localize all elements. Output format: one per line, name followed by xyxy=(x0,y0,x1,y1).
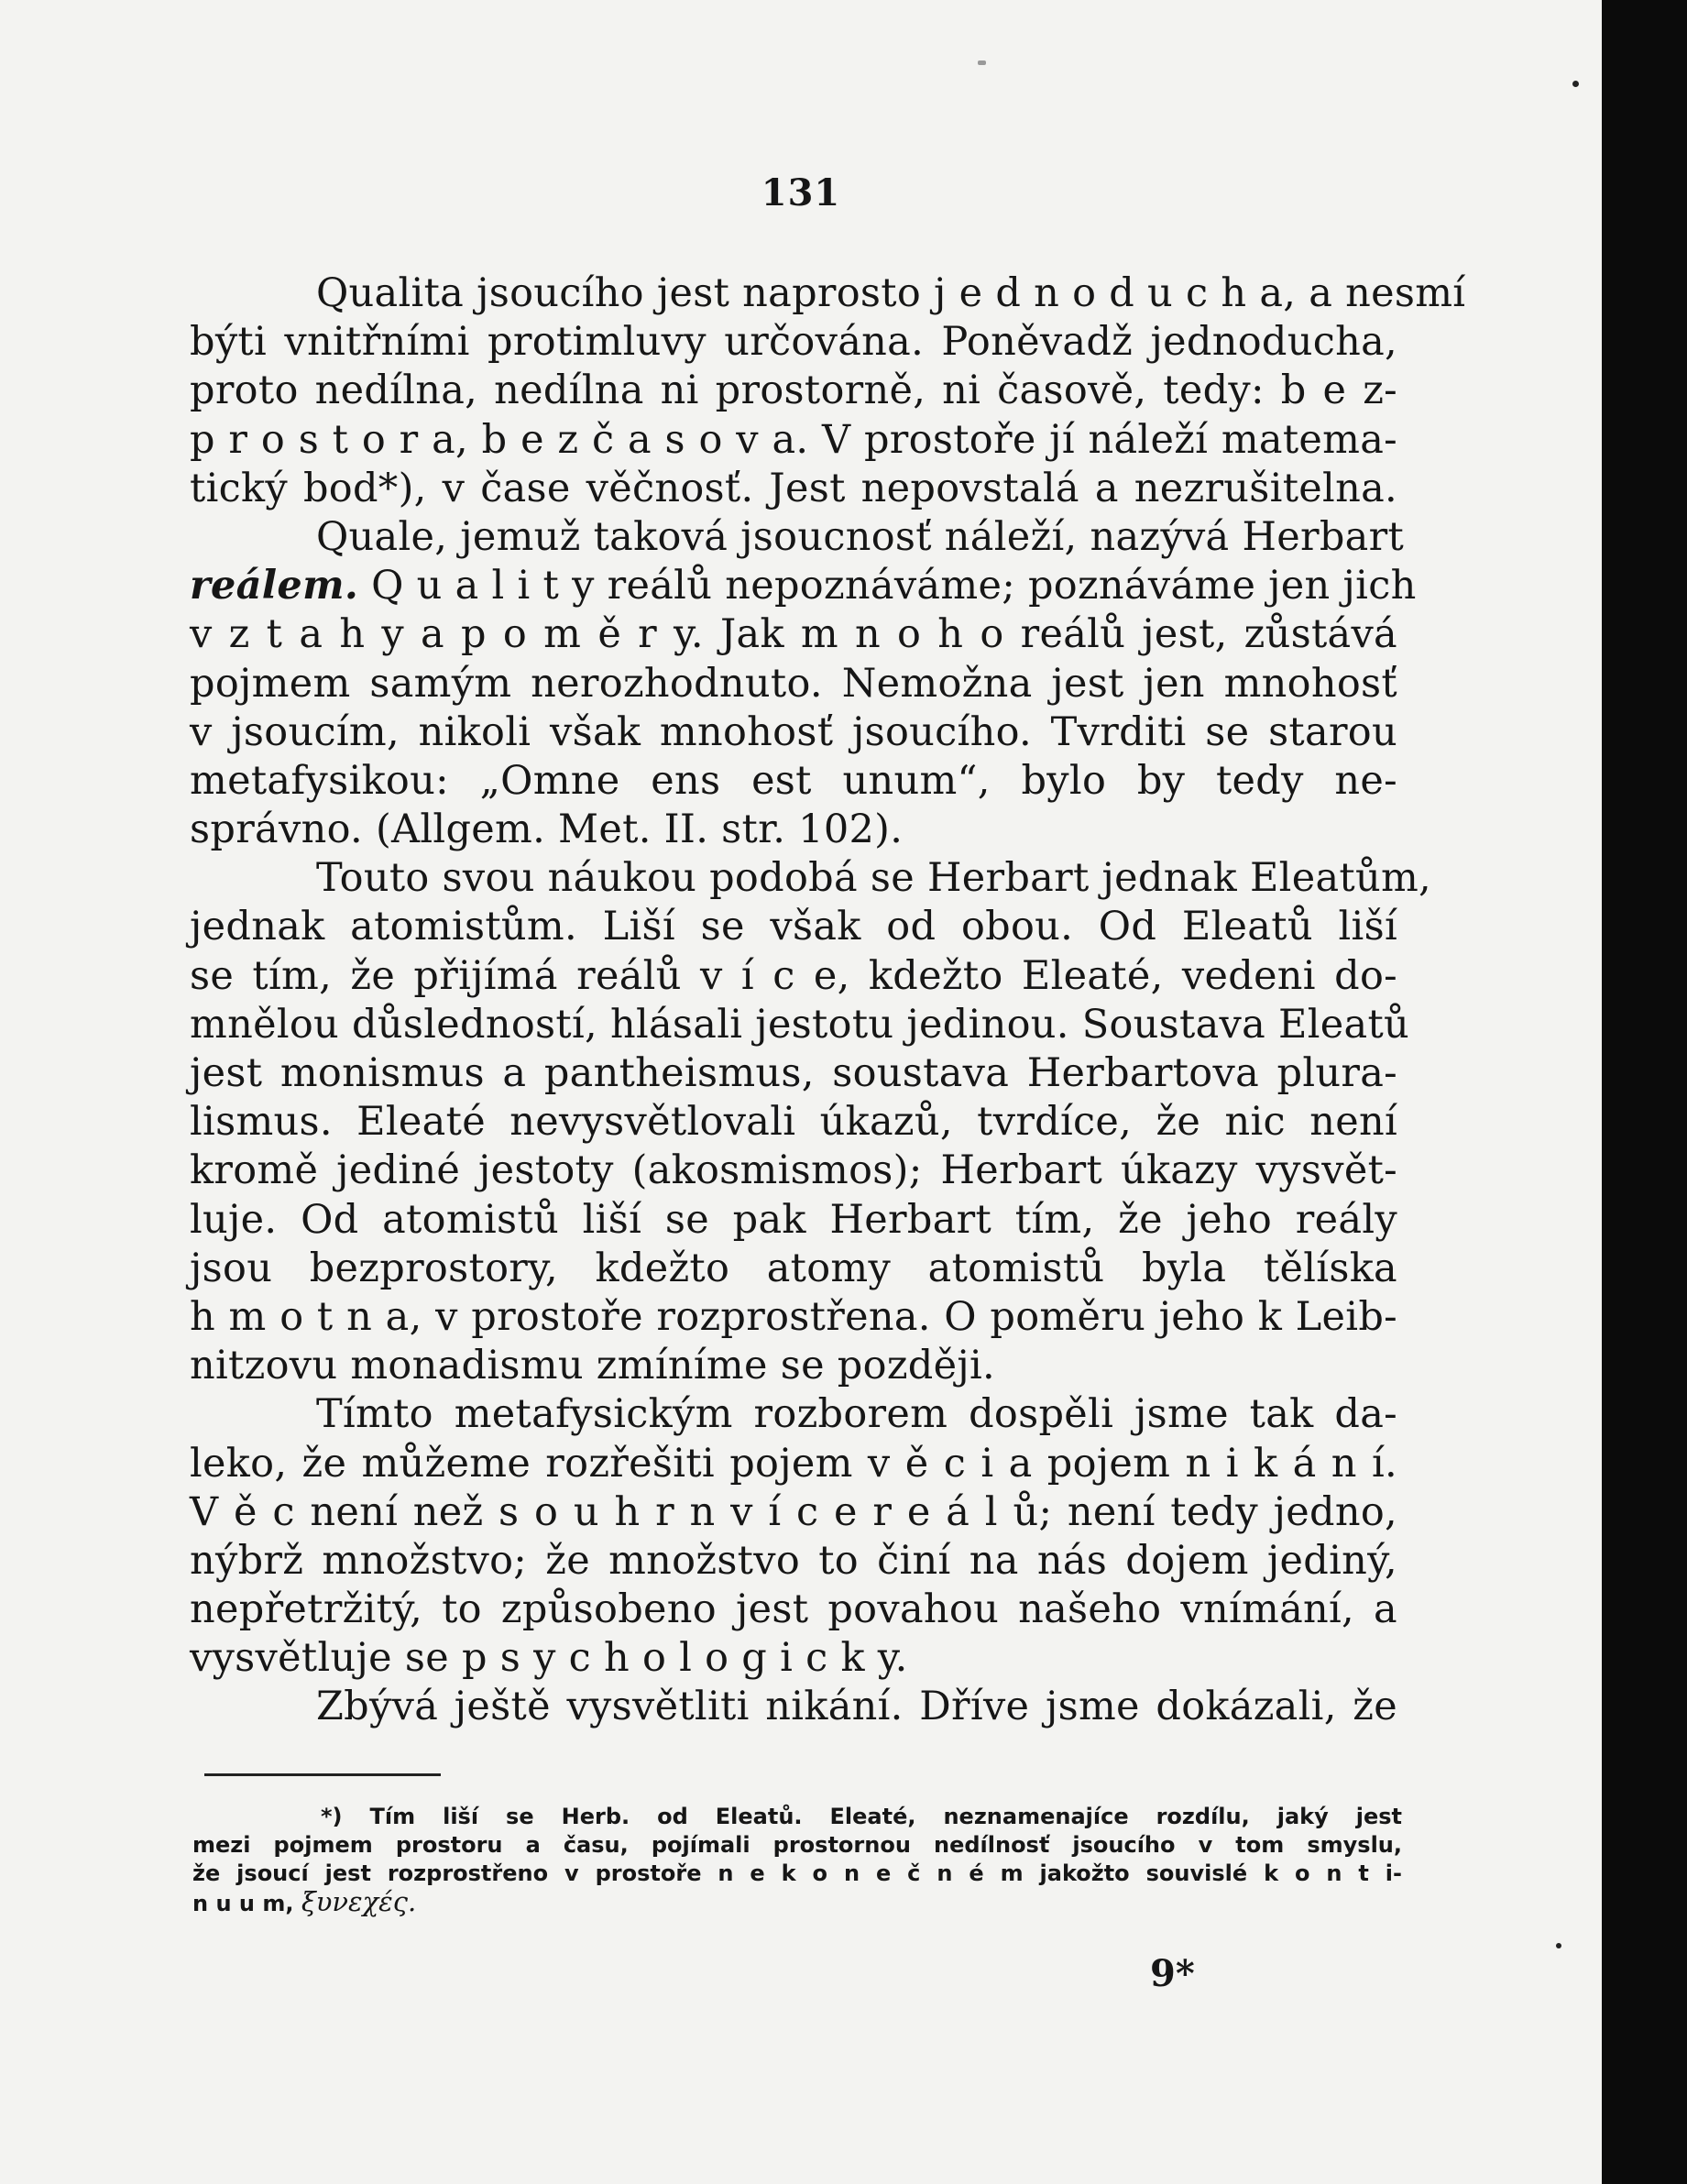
text-line: kromě jediné jestoty (akosmismos); Herbart úkazy vysvět- xyxy=(190,1147,1397,1194)
footnote xyxy=(192,1803,1402,1916)
text-line: proto nedílna, nedílna ni prostorně, ni časově, tedy: b e z- xyxy=(190,368,1397,414)
text-line: v z t a h y a p o m ě r y. Jak m n o h o reálů jest, zůstává xyxy=(190,611,1397,658)
footnote-line: že jsoucí jest rozprostřeno v prostoře n e k o n e č n é m jakožto souvislé k o n t i- xyxy=(192,1860,1402,1886)
footnote-line: mezi pojmem prostoru a času, pojímali prostornou nedílnosť jsoucího v tom smyslu, xyxy=(192,1832,1402,1858)
signature-mark: 9* xyxy=(1150,1952,1195,1995)
text-line: V ě c není než s o u h r n v í c e r e á l ů; není tedy jedno, xyxy=(190,1488,1397,1535)
footnote-line: *) Tím liší se Herb. od Eleatů. Eleaté, neznamenajíce rozdílu, jaký jest xyxy=(321,1804,1402,1829)
text-line: nitzovu monadismu zmíníme se později. xyxy=(190,1343,995,1389)
text-line: vysvětluje se p s y c h o l o g i c k y. xyxy=(190,1635,908,1682)
dust-speck xyxy=(1556,1943,1561,1948)
text-line: býti vnitřními protimluvy určována. Poněvadž jednoducha, xyxy=(190,319,1397,366)
dust-speck xyxy=(1572,81,1579,87)
text-line: nýbrž množstvo; že množstvo to činí na nás dojem jediný, xyxy=(190,1537,1397,1584)
text-line: lismus. Eleaté nevysvětlovali úkazů, tvrdíce, že nic není xyxy=(190,1099,1397,1146)
text-line: metafysikou: „Omne ens est unum“, bylo by tedy ne- xyxy=(190,757,1397,804)
text-line: nepřetržitý, to způsobeno jest povahou našeho vnímání, a xyxy=(190,1586,1397,1633)
text-line: Tímto metafysickým rozborem dospěli jsme tak da- xyxy=(316,1391,1397,1438)
text-line: jest monismus a pantheismus, soustava Herbartova plura- xyxy=(190,1050,1397,1096)
text-line: tický bod*), v čase věčnosť. Jest nepovstalá a nezrušitelna. xyxy=(190,465,1397,511)
footnote-divider xyxy=(204,1773,441,1776)
text-line: leko, že můžeme rozřešiti pojem v ě c i a pojem n i k á n í. xyxy=(190,1440,1397,1487)
main-text xyxy=(190,269,1466,1732)
text-line: mnělou důsledností, hlásali jestotu jedinou. Soustava Eleatů xyxy=(190,1001,1410,1048)
dust-speck xyxy=(978,60,986,65)
text-line: pojmem samým nerozhodnuto. Nemožna jest jen mnohosť xyxy=(190,660,1397,707)
footnote-line xyxy=(192,1888,1402,1916)
text-line: Qualita jsoucího jest naprosto j e d n o d u c h a, a nesmí xyxy=(316,270,1466,316)
text-line: Quale, jemuž taková jsoucnosť náleží, nazývá Herbart xyxy=(316,513,1405,560)
text-line: reálem. Q u a l i t y reálů nepoznáváme; poznáváme jen jich xyxy=(190,563,1417,609)
text-line: h m o t n a, v prostoře rozprostřena. O poměru jeho k Leib- xyxy=(190,1293,1397,1340)
greek-term: ξυνεχές. xyxy=(301,1886,417,1917)
text-line: jsou bezprostory, kdežto atomy atomistů byla tělíska xyxy=(190,1245,1397,1291)
page-number: 131 xyxy=(761,171,841,214)
text-line: Zbývá ještě vysvětliti nikání. Dříve jsme dokázali, že xyxy=(316,1684,1397,1730)
text-line: Touto svou náukou podobá se Herbart jednak Eleatům, xyxy=(316,855,1432,902)
text-line: v jsoucím, nikoli však mnohosť jsoucího. Tvrditi se starou xyxy=(190,708,1397,755)
text-line: p r o s t o r a, b e z č a s o v a. V prostoře jí náleží matema- xyxy=(190,416,1397,463)
text-line: luje. Od atomistů liší se pak Herbart tím, že jeho reály xyxy=(190,1196,1397,1243)
text-line: se tím, že přijímá reálů v í c e, kdežto Eleaté, vedeni do- xyxy=(190,952,1397,999)
text-line: správno. (Allgem. Met. II. str. 102). xyxy=(190,807,904,853)
footnote-line-text: n u u m, xyxy=(192,1891,294,1916)
text-line: jednak atomistům. Liší se však od obou. Od Eleatů liší xyxy=(190,904,1397,950)
